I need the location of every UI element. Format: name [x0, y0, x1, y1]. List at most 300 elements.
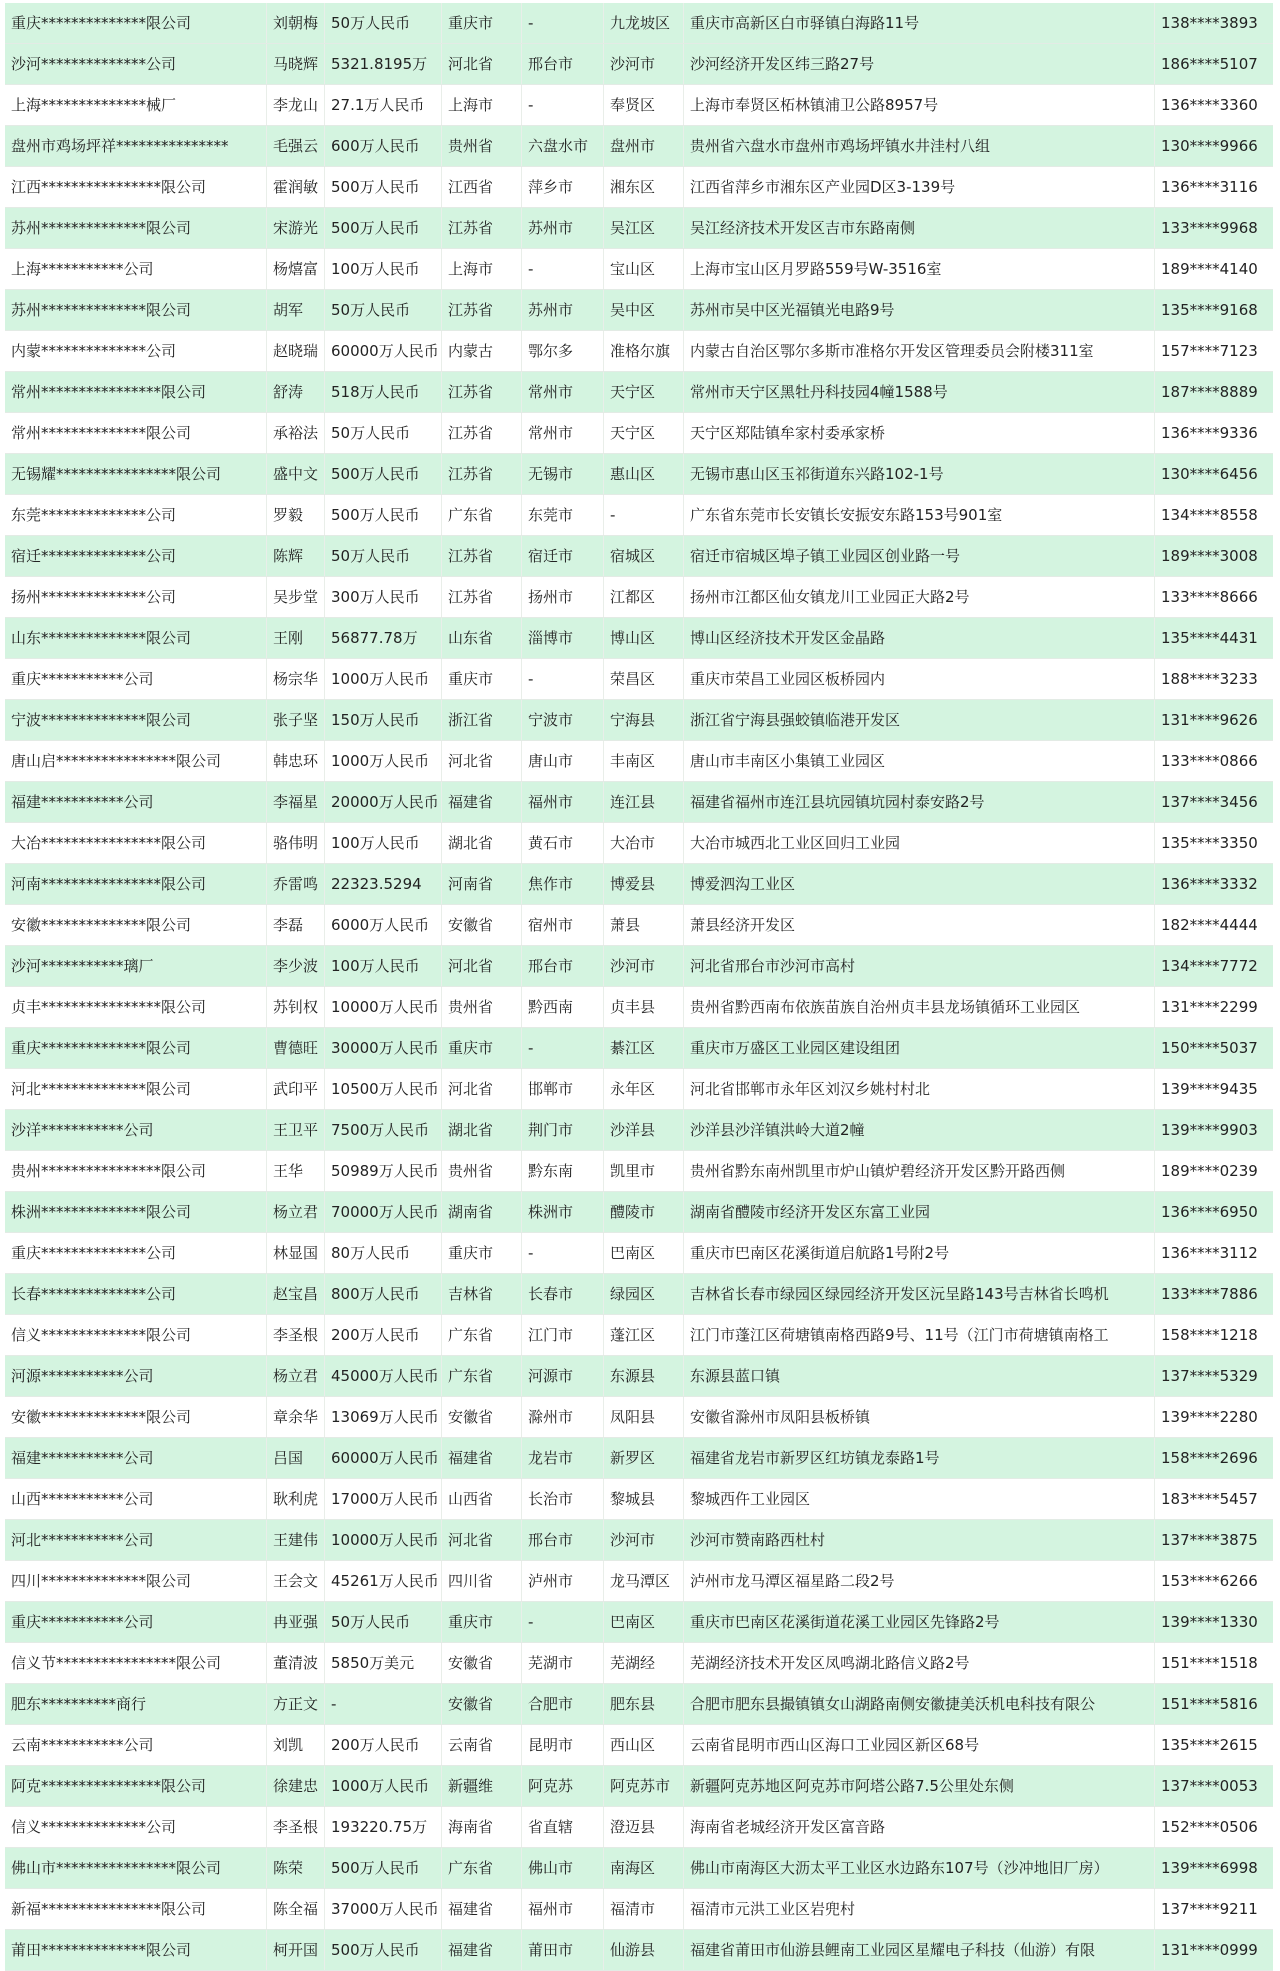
- phone-cell: 135****4431: [1161, 629, 1258, 647]
- city-cell: -: [522, 1028, 604, 1068]
- district-cell: 仙游县: [604, 1930, 684, 1970]
- table-row: [5, 44, 1273, 85]
- registered-capital-cell: 518万人民币: [325, 372, 442, 412]
- registered-capital-cell: 500万人民币: [325, 167, 442, 207]
- table-row: [5, 167, 1273, 208]
- district-cell: 天宁区: [604, 372, 684, 412]
- phone-cell: 130****9966: [1161, 137, 1258, 155]
- legal-person-cell: 徐建忠: [267, 1766, 325, 1806]
- registered-capital-cell: 5321.8195万: [325, 44, 442, 84]
- company-name-cell: 云南***********公司: [5, 1725, 267, 1765]
- registered-capital-cell: 500万人民币: [325, 495, 442, 535]
- phone-cell: 139****2280: [1161, 1408, 1258, 1426]
- registered-capital-cell: 20000万人民币: [325, 782, 442, 822]
- company-name-cell: 福建***********公司: [5, 1438, 267, 1478]
- company-name-cell: 信义**************限公司: [5, 1315, 267, 1355]
- company-name-cell: 无锡耀****************限公司: [5, 454, 267, 494]
- district-cell: 黎城县: [604, 1479, 684, 1519]
- registered-capital-cell: 500万人民币: [325, 1848, 442, 1888]
- legal-person-cell: 吕国: [267, 1438, 325, 1478]
- city-cell: 扬州市: [522, 577, 604, 617]
- registered-capital-cell: 150万人民币: [325, 700, 442, 740]
- address-cell: 天宁区郑陆镇牟家村委承家桥: [684, 413, 1155, 453]
- registered-capital-cell: 10000万人民币: [325, 987, 442, 1027]
- city-cell: 萍乡市: [522, 167, 604, 207]
- registered-capital-cell: 600万人民币: [325, 126, 442, 166]
- phone-cell: 189****0239: [1161, 1162, 1258, 1180]
- table-row: [5, 1397, 1273, 1438]
- province-cell: 贵州省: [442, 987, 522, 1027]
- registered-capital-cell: 50万人民币: [325, 3, 442, 43]
- city-cell: 滁州市: [522, 1397, 604, 1437]
- province-cell: 重庆市: [442, 1233, 522, 1273]
- registered-capital-cell: 45000万人民币: [325, 1356, 442, 1396]
- city-cell: 江门市: [522, 1315, 604, 1355]
- table-row: [5, 1356, 1273, 1397]
- company-name-cell: 宁波**************限公司: [5, 700, 267, 740]
- province-cell: 河北省: [442, 1069, 522, 1109]
- address-cell: 博爱泗沟工业区: [684, 864, 1155, 904]
- phone-cell: 133****0866: [1161, 752, 1258, 770]
- registered-capital-cell: 100万人民币: [325, 823, 442, 863]
- address-cell: 湖南省醴陵市经济开发区东富工业园: [684, 1192, 1155, 1232]
- legal-person-cell: 毛强云: [267, 126, 325, 166]
- district-cell: 龙马潭区: [604, 1561, 684, 1601]
- table-row: [5, 413, 1273, 454]
- legal-person-cell: 刘朝梅: [267, 3, 325, 43]
- registered-capital-cell: 100万人民币: [325, 249, 442, 289]
- legal-person-cell: 苏钊权: [267, 987, 325, 1027]
- table-row: [5, 946, 1273, 987]
- district-cell: 博山区: [604, 618, 684, 658]
- province-cell: 上海市: [442, 249, 522, 289]
- district-cell: 博爱县: [604, 864, 684, 904]
- legal-person-cell: 杨立君: [267, 1192, 325, 1232]
- registered-capital-cell: -: [325, 1684, 442, 1724]
- district-cell: 萧县: [604, 905, 684, 945]
- phone-cell: 139****9435: [1161, 1080, 1258, 1098]
- company-name-cell: 莆田**************限公司: [5, 1930, 267, 1970]
- city-cell: 莆田市: [522, 1930, 604, 1970]
- address-cell: 重庆市高新区白市驿镇白海路11号: [684, 3, 1155, 43]
- legal-person-cell: 曹德旺: [267, 1028, 325, 1068]
- company-name-cell: 盘州市鸡场坪祥***************: [5, 126, 267, 166]
- company-name-cell: 常州****************限公司: [5, 372, 267, 412]
- address-cell: 江门市蓬江区荷塘镇南格西路9号、11号（江门市荷塘镇南格工: [684, 1315, 1155, 1355]
- province-cell: 湖北省: [442, 823, 522, 863]
- district-cell: 福清市: [604, 1889, 684, 1929]
- registered-capital-cell: 500万人民币: [325, 208, 442, 248]
- registered-capital-cell: 200万人民币: [325, 1725, 442, 1765]
- legal-person-cell: 承裕法: [267, 413, 325, 453]
- address-cell: 新疆阿克苏地区阿克苏市阿塔公路7.5公里处东侧: [684, 1766, 1155, 1806]
- table-row: [5, 823, 1273, 864]
- company-name-cell: 上海***********公司: [5, 249, 267, 289]
- city-cell: 苏州市: [522, 208, 604, 248]
- table-row: [5, 1028, 1273, 1069]
- registered-capital-cell: 200万人民币: [325, 1315, 442, 1355]
- phone-cell: 136****3332: [1161, 875, 1258, 893]
- district-cell: 荣昌区: [604, 659, 684, 699]
- phone-cell: 137****3456: [1161, 793, 1258, 811]
- district-cell: 凤阳县: [604, 1397, 684, 1437]
- city-cell: 株洲市: [522, 1192, 604, 1232]
- address-cell: 重庆市万盛区工业园区建设组团: [684, 1028, 1155, 1068]
- company-name-cell: 河源***********公司: [5, 1356, 267, 1396]
- legal-person-cell: 霍润敏: [267, 167, 325, 207]
- city-cell: 长治市: [522, 1479, 604, 1519]
- table-row: [5, 700, 1273, 741]
- phone-cell: 137****9211: [1161, 1900, 1258, 1918]
- table-row: [5, 1643, 1273, 1684]
- phone-cell: 134****8558: [1161, 506, 1258, 524]
- city-cell: 黄石市: [522, 823, 604, 863]
- address-cell: 黎城西仵工业园区: [684, 1479, 1155, 1519]
- province-cell: 广东省: [442, 495, 522, 535]
- company-name-cell: 山东**************限公司: [5, 618, 267, 658]
- legal-person-cell: 李圣根: [267, 1315, 325, 1355]
- company-name-cell: 沙河**************公司: [5, 44, 267, 84]
- table-row: [5, 1766, 1273, 1807]
- province-cell: 河北省: [442, 1520, 522, 1560]
- table-row: [5, 987, 1273, 1028]
- table-row: [5, 249, 1273, 290]
- address-cell: 常州市天宁区黑牡丹科技园4幢1588号: [684, 372, 1155, 412]
- phone-cell: 134****7772: [1161, 957, 1258, 975]
- company-name-cell: 重庆***********公司: [5, 1602, 267, 1642]
- province-cell: 福建省: [442, 1438, 522, 1478]
- district-cell: 吴中区: [604, 290, 684, 330]
- province-cell: 湖北省: [442, 1110, 522, 1150]
- table-row: [5, 208, 1273, 249]
- address-cell: 苏州市吴中区光福镇光电路9号: [684, 290, 1155, 330]
- phone-cell: 152****0506: [1161, 1818, 1258, 1836]
- registered-capital-cell: 70000万人民币: [325, 1192, 442, 1232]
- phone-cell: 182****4444: [1161, 916, 1258, 934]
- table-row: [5, 1151, 1273, 1192]
- registered-capital-cell: 60000万人民币: [325, 1438, 442, 1478]
- company-name-cell: 信义节****************限公司: [5, 1643, 267, 1683]
- company-name-cell: 沙洋***********公司: [5, 1110, 267, 1150]
- city-cell: 焦作市: [522, 864, 604, 904]
- city-cell: -: [522, 85, 604, 125]
- city-cell: 长春市: [522, 1274, 604, 1314]
- table-row: [5, 454, 1273, 495]
- company-name-cell: 内蒙**************公司: [5, 331, 267, 371]
- phone-cell: 158****2696: [1161, 1449, 1258, 1467]
- table-row: [5, 618, 1273, 659]
- table-row: [5, 782, 1273, 823]
- address-cell: 东源县蓝口镇: [684, 1356, 1155, 1396]
- district-cell: 澄迈县: [604, 1807, 684, 1847]
- company-name-cell: 四川**************限公司: [5, 1561, 267, 1601]
- province-cell: 江苏省: [442, 208, 522, 248]
- table-row: [5, 741, 1273, 782]
- legal-person-cell: 王刚: [267, 618, 325, 658]
- province-cell: 重庆市: [442, 1602, 522, 1642]
- registered-capital-cell: 50万人民币: [325, 1602, 442, 1642]
- address-cell: 贵州省六盘水市盘州市鸡场坪镇水井洼村八组: [684, 126, 1155, 166]
- province-cell: 安徽省: [442, 905, 522, 945]
- table-row: [5, 1561, 1273, 1602]
- table-row: [5, 1110, 1273, 1151]
- table-row: [5, 536, 1273, 577]
- district-cell: 吴江区: [604, 208, 684, 248]
- province-cell: 江西省: [442, 167, 522, 207]
- legal-person-cell: 吴步堂: [267, 577, 325, 617]
- address-cell: 扬州市江都区仙女镇龙川工业园正大路2号: [684, 577, 1155, 617]
- city-cell: 唐山市: [522, 741, 604, 781]
- address-cell: 安徽省滁州市凤阳县板桥镇: [684, 1397, 1155, 1437]
- phone-cell: 133****8666: [1161, 588, 1258, 606]
- table-row: [5, 290, 1273, 331]
- city-cell: 东莞市: [522, 495, 604, 535]
- table-row: [5, 495, 1273, 536]
- phone-cell: 189****4140: [1161, 260, 1258, 278]
- address-cell: 福建省莆田市仙游县鲤南工业园区星耀电子科技（仙游）有限: [684, 1930, 1155, 1970]
- address-cell: 沙洋县沙洋镇洪岭大道2幢: [684, 1110, 1155, 1150]
- city-cell: 省直辖: [522, 1807, 604, 1847]
- province-cell: 安徽省: [442, 1397, 522, 1437]
- table-row: [5, 85, 1273, 126]
- district-cell: 凯里市: [604, 1151, 684, 1191]
- district-cell: 盘州市: [604, 126, 684, 166]
- company-name-cell: 重庆**************限公司: [5, 1028, 267, 1068]
- province-cell: 重庆市: [442, 3, 522, 43]
- phone-cell: 139****1330: [1161, 1613, 1258, 1631]
- city-cell: 邯郸市: [522, 1069, 604, 1109]
- legal-person-cell: 罗毅: [267, 495, 325, 535]
- company-name-cell: 沙河***********璃厂: [5, 946, 267, 986]
- district-cell: 宝山区: [604, 249, 684, 289]
- phone-cell: 186****5107: [1161, 55, 1258, 73]
- company-name-cell: 扬州**************公司: [5, 577, 267, 617]
- registered-capital-cell: 6000万人民币: [325, 905, 442, 945]
- registered-capital-cell: 500万人民币: [325, 1930, 442, 1970]
- legal-person-cell: 陈全福: [267, 1889, 325, 1929]
- legal-person-cell: 胡军: [267, 290, 325, 330]
- district-cell: 巴南区: [604, 1602, 684, 1642]
- city-cell: 宁波市: [522, 700, 604, 740]
- address-cell: 沙河经济开发区纬三路27号: [684, 44, 1155, 84]
- phone-cell: 151****5816: [1161, 1695, 1258, 1713]
- address-cell: 宿迁市宿城区埠子镇工业园区创业路一号: [684, 536, 1155, 576]
- registered-capital-cell: 10000万人民币: [325, 1520, 442, 1560]
- phone-cell: 137****5329: [1161, 1367, 1258, 1385]
- city-cell: 邢台市: [522, 946, 604, 986]
- city-cell: 淄博市: [522, 618, 604, 658]
- registered-capital-cell: 80万人民币: [325, 1233, 442, 1273]
- district-cell: 阿克苏市: [604, 1766, 684, 1806]
- company-name-cell: 大冶****************限公司: [5, 823, 267, 863]
- legal-person-cell: 柯开国: [267, 1930, 325, 1970]
- address-cell: 吉林省长春市绿园区绿园经济开发区沅呈路143号吉林省长鸣机: [684, 1274, 1155, 1314]
- address-cell: 唐山市丰南区小集镇工业园区: [684, 741, 1155, 781]
- company-name-cell: 安徽**************限公司: [5, 1397, 267, 1437]
- phone-cell: 136****3360: [1161, 96, 1258, 114]
- phone-cell: 189****3008: [1161, 547, 1258, 565]
- table-row: [5, 1602, 1273, 1643]
- city-cell: 芜湖市: [522, 1643, 604, 1683]
- phone-cell: 138****3893: [1161, 14, 1258, 32]
- city-cell: 龙岩市: [522, 1438, 604, 1478]
- district-cell: 丰南区: [604, 741, 684, 781]
- phone-cell: 187****8889: [1161, 383, 1258, 401]
- legal-person-cell: 冉亚强: [267, 1602, 325, 1642]
- address-cell: 萧县经济开发区: [684, 905, 1155, 945]
- legal-person-cell: 方正文: [267, 1684, 325, 1724]
- district-cell: 宁海县: [604, 700, 684, 740]
- legal-person-cell: 乔雷鸣: [267, 864, 325, 904]
- address-cell: 重庆市荣昌工业园区板桥园内: [684, 659, 1155, 699]
- phone-cell: 133****9968: [1161, 219, 1258, 237]
- district-cell: -: [604, 495, 684, 535]
- table-row: [5, 372, 1273, 413]
- legal-person-cell: 马晓辉: [267, 44, 325, 84]
- registered-capital-cell: 56877.78万: [325, 618, 442, 658]
- company-name-cell: 苏州**************限公司: [5, 208, 267, 248]
- city-cell: 鄂尔多: [522, 331, 604, 371]
- district-cell: 蓬江区: [604, 1315, 684, 1355]
- registered-capital-cell: 30000万人民币: [325, 1028, 442, 1068]
- address-cell: 佛山市南海区大沥太平工业区水边路东107号（沙冲地旧厂房）: [684, 1848, 1155, 1888]
- address-cell: 沙河市赞南路西杜村: [684, 1520, 1155, 1560]
- city-cell: 佛山市: [522, 1848, 604, 1888]
- table-row: [5, 1315, 1273, 1356]
- table-row: [5, 1684, 1273, 1725]
- table-row: [5, 659, 1273, 700]
- province-cell: 江苏省: [442, 536, 522, 576]
- district-cell: 江都区: [604, 577, 684, 617]
- province-cell: 江苏省: [442, 577, 522, 617]
- address-cell: 泸州市龙马潭区福星路二段2号: [684, 1561, 1155, 1601]
- company-name-cell: 上海**************械厂: [5, 85, 267, 125]
- address-cell: 芜湖经济技术开发区凤鸣湖北路信义路2号: [684, 1643, 1155, 1683]
- address-cell: 海南省老城经济开发区富音路: [684, 1807, 1155, 1847]
- city-cell: 宿迁市: [522, 536, 604, 576]
- phone-cell: 137****3875: [1161, 1531, 1258, 1549]
- address-cell: 博山区经济技术开发区金晶路: [684, 618, 1155, 658]
- province-cell: 广东省: [442, 1848, 522, 1888]
- registered-capital-cell: 1000万人民币: [325, 659, 442, 699]
- company-table: [5, 3, 1273, 1971]
- address-cell: 上海市宝山区月罗路559号W-3516室: [684, 249, 1155, 289]
- registered-capital-cell: 45261万人民币: [325, 1561, 442, 1601]
- city-cell: 福州市: [522, 782, 604, 822]
- city-cell: 黔西南: [522, 987, 604, 1027]
- city-cell: 苏州市: [522, 290, 604, 330]
- city-cell: 合肥市: [522, 1684, 604, 1724]
- province-cell: 福建省: [442, 782, 522, 822]
- table-row: [5, 864, 1273, 905]
- phone-cell: 131****0999: [1161, 1941, 1258, 1959]
- address-cell: 无锡市惠山区玉祁街道东兴路102-1号: [684, 454, 1155, 494]
- company-name-cell: 唐山启****************限公司: [5, 741, 267, 781]
- registered-capital-cell: 800万人民币: [325, 1274, 442, 1314]
- district-cell: 惠山区: [604, 454, 684, 494]
- legal-person-cell: 武印平: [267, 1069, 325, 1109]
- legal-person-cell: 盛中文: [267, 454, 325, 494]
- table-row: [5, 3, 1273, 44]
- phone-cell: 133****7886: [1161, 1285, 1258, 1303]
- registered-capital-cell: 50万人民币: [325, 536, 442, 576]
- registered-capital-cell: 50万人民币: [325, 413, 442, 453]
- phone-cell: 151****1518: [1161, 1654, 1258, 1672]
- company-name-cell: 福建***********公司: [5, 782, 267, 822]
- registered-capital-cell: 100万人民币: [325, 946, 442, 986]
- registered-capital-cell: 193220.75万: [325, 1807, 442, 1847]
- legal-person-cell: 林显国: [267, 1233, 325, 1273]
- registered-capital-cell: 1000万人民币: [325, 1766, 442, 1806]
- legal-person-cell: 章余华: [267, 1397, 325, 1437]
- city-cell: 常州市: [522, 413, 604, 453]
- province-cell: 湖南省: [442, 1192, 522, 1232]
- company-name-cell: 安徽**************限公司: [5, 905, 267, 945]
- phone-cell: 139****6998: [1161, 1859, 1258, 1877]
- registered-capital-cell: 27.1万人民币: [325, 85, 442, 125]
- table-row: [5, 1192, 1273, 1233]
- company-name-cell: 河北**************限公司: [5, 1069, 267, 1109]
- legal-person-cell: 李圣根: [267, 1807, 325, 1847]
- legal-person-cell: 刘凯: [267, 1725, 325, 1765]
- city-cell: -: [522, 1602, 604, 1642]
- company-name-cell: 新福****************限公司: [5, 1889, 267, 1929]
- province-cell: 安徽省: [442, 1643, 522, 1683]
- district-cell: 宿城区: [604, 536, 684, 576]
- company-name-cell: 苏州**************限公司: [5, 290, 267, 330]
- address-cell: 重庆市巴南区花溪街道花溪工业园区先锋路2号: [684, 1602, 1155, 1642]
- province-cell: 新疆维: [442, 1766, 522, 1806]
- district-cell: 贞丰县: [604, 987, 684, 1027]
- phone-cell: 150****5037: [1161, 1039, 1258, 1057]
- province-cell: 贵州省: [442, 1151, 522, 1191]
- phone-cell: 136****3116: [1161, 178, 1258, 196]
- address-cell: 上海市奉贤区柘林镇浦卫公路8957号: [684, 85, 1155, 125]
- province-cell: 云南省: [442, 1725, 522, 1765]
- address-cell: 浙江省宁海县强蛟镇临港开发区: [684, 700, 1155, 740]
- legal-person-cell: 董清波: [267, 1643, 325, 1683]
- address-cell: 江西省萍乡市湘东区产业园D区3-139号: [684, 167, 1155, 207]
- legal-person-cell: 赵晓瑞: [267, 331, 325, 371]
- province-cell: 海南省: [442, 1807, 522, 1847]
- province-cell: 重庆市: [442, 1028, 522, 1068]
- legal-person-cell: 陈荣: [267, 1848, 325, 1888]
- province-cell: 河北省: [442, 741, 522, 781]
- city-cell: 宿州市: [522, 905, 604, 945]
- company-name-cell: 山西***********公司: [5, 1479, 267, 1519]
- province-cell: 河北省: [442, 946, 522, 986]
- table-row: [5, 1725, 1273, 1766]
- company-name-cell: 东莞**************公司: [5, 495, 267, 535]
- company-name-cell: 江西****************限公司: [5, 167, 267, 207]
- city-cell: -: [522, 3, 604, 43]
- table-row: [5, 1520, 1273, 1561]
- district-cell: 东源县: [604, 1356, 684, 1396]
- province-cell: 江苏省: [442, 413, 522, 453]
- legal-person-cell: 耿利虎: [267, 1479, 325, 1519]
- table-row: [5, 1233, 1273, 1274]
- address-cell: 贵州省黔东南州凯里市炉山镇炉碧经济开发区黔开路西侧: [684, 1151, 1155, 1191]
- legal-person-cell: 李福星: [267, 782, 325, 822]
- province-cell: 福建省: [442, 1930, 522, 1970]
- district-cell: 天宁区: [604, 413, 684, 453]
- province-cell: 福建省: [442, 1889, 522, 1929]
- province-cell: 河南省: [442, 864, 522, 904]
- phone-cell: 136****9336: [1161, 424, 1258, 442]
- address-cell: 河北省邢台市沙河市高村: [684, 946, 1155, 986]
- city-cell: 荆门市: [522, 1110, 604, 1150]
- table-row: [5, 1930, 1273, 1971]
